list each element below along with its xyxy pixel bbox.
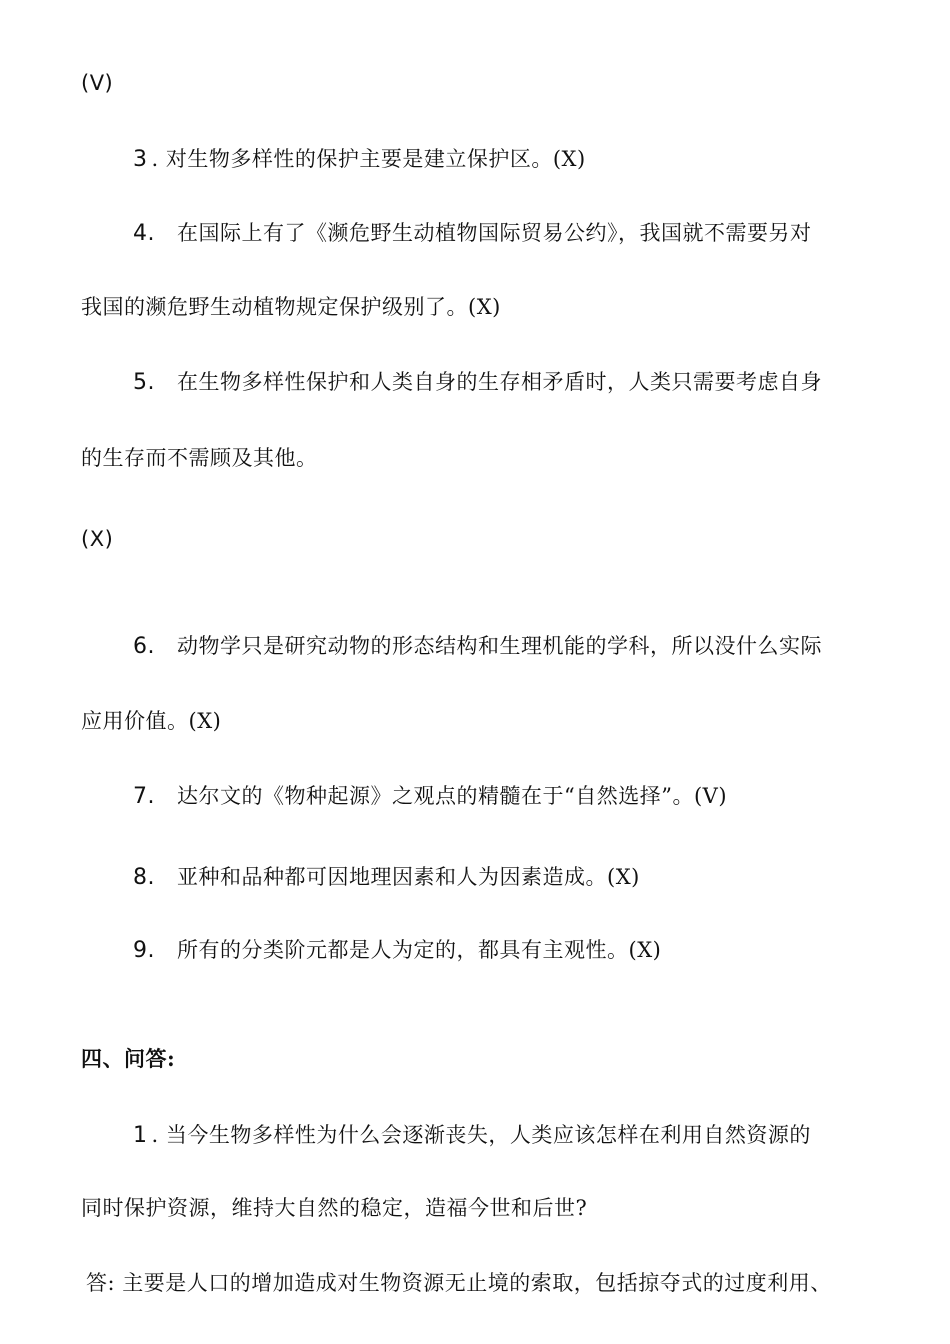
question-8-number: 8. xyxy=(133,865,155,890)
question-6-text-a: 动物学只是研究动物的形态结构和生理机能的学科，所以没什么实际 xyxy=(177,634,822,658)
question-3 xyxy=(81,144,850,175)
question-4-text-a: 在国际上有了《濒危野生动植物国际贸易公约》，我国就不需要另对 xyxy=(177,221,812,245)
question-9 xyxy=(81,935,850,966)
question-4-number: 4. xyxy=(133,221,155,246)
question-8-text: 亚种和品种都可因地理因素和人为因素造成。(X) xyxy=(177,865,640,889)
question-3-text: . 对生物多样性的保护主要是建立保护区。(X) xyxy=(151,147,586,171)
question-5-text-b: 的生存而不需顾及其他。 xyxy=(81,446,318,470)
question-7-number: 7. xyxy=(133,784,155,809)
question-9-text: 所有的分类阶元都是人为定的，都具有主观性。(X) xyxy=(177,938,662,962)
question-3-number: 3 xyxy=(133,147,148,172)
question-8 xyxy=(81,862,850,893)
essay-question-1-text-b: 同时保护资源，维持大自然的稳定，造福今世和后世? xyxy=(81,1196,588,1220)
question-5-line-1 xyxy=(81,367,850,398)
question-7-text: 达尔文的《物种起源》之观点的精髓在于“自然选择”。(V) xyxy=(177,784,728,808)
question-6-number: 6. xyxy=(133,634,155,659)
question-5-mark: (X) xyxy=(81,527,114,551)
answer-mark-prev: (V) xyxy=(81,71,114,95)
question-4-text-b: 我国的濒危野生动植物规定保护级别了。(X) xyxy=(81,295,501,319)
question-5-text-a: 在生物多样性保护和人类自身的生存相矛盾时，人类只需要考虑自身 xyxy=(177,370,822,394)
section-heading: 四、问答: xyxy=(81,1046,176,1071)
question-4-line-1 xyxy=(81,218,850,249)
question-6-text-b: 应用价值。(X) xyxy=(81,709,222,733)
essay-question-1-text-a: . 当今生物多样性为什么会逐渐丧失，人类应该怎样在利用自然资源的 xyxy=(151,1123,811,1147)
question-9-number: 9. xyxy=(133,938,155,963)
question-5-number: 5. xyxy=(133,370,155,395)
question-6-line-1 xyxy=(81,631,850,662)
answer-paragraph-start: 答: 主要是人口的增加造成对生物资源无止境的索取，包括掠夺式的过度利用、 xyxy=(86,1271,832,1295)
essay-question-1-number: 1 xyxy=(133,1123,148,1148)
question-7 xyxy=(81,781,850,812)
essay-question-1-line-1 xyxy=(81,1120,850,1151)
